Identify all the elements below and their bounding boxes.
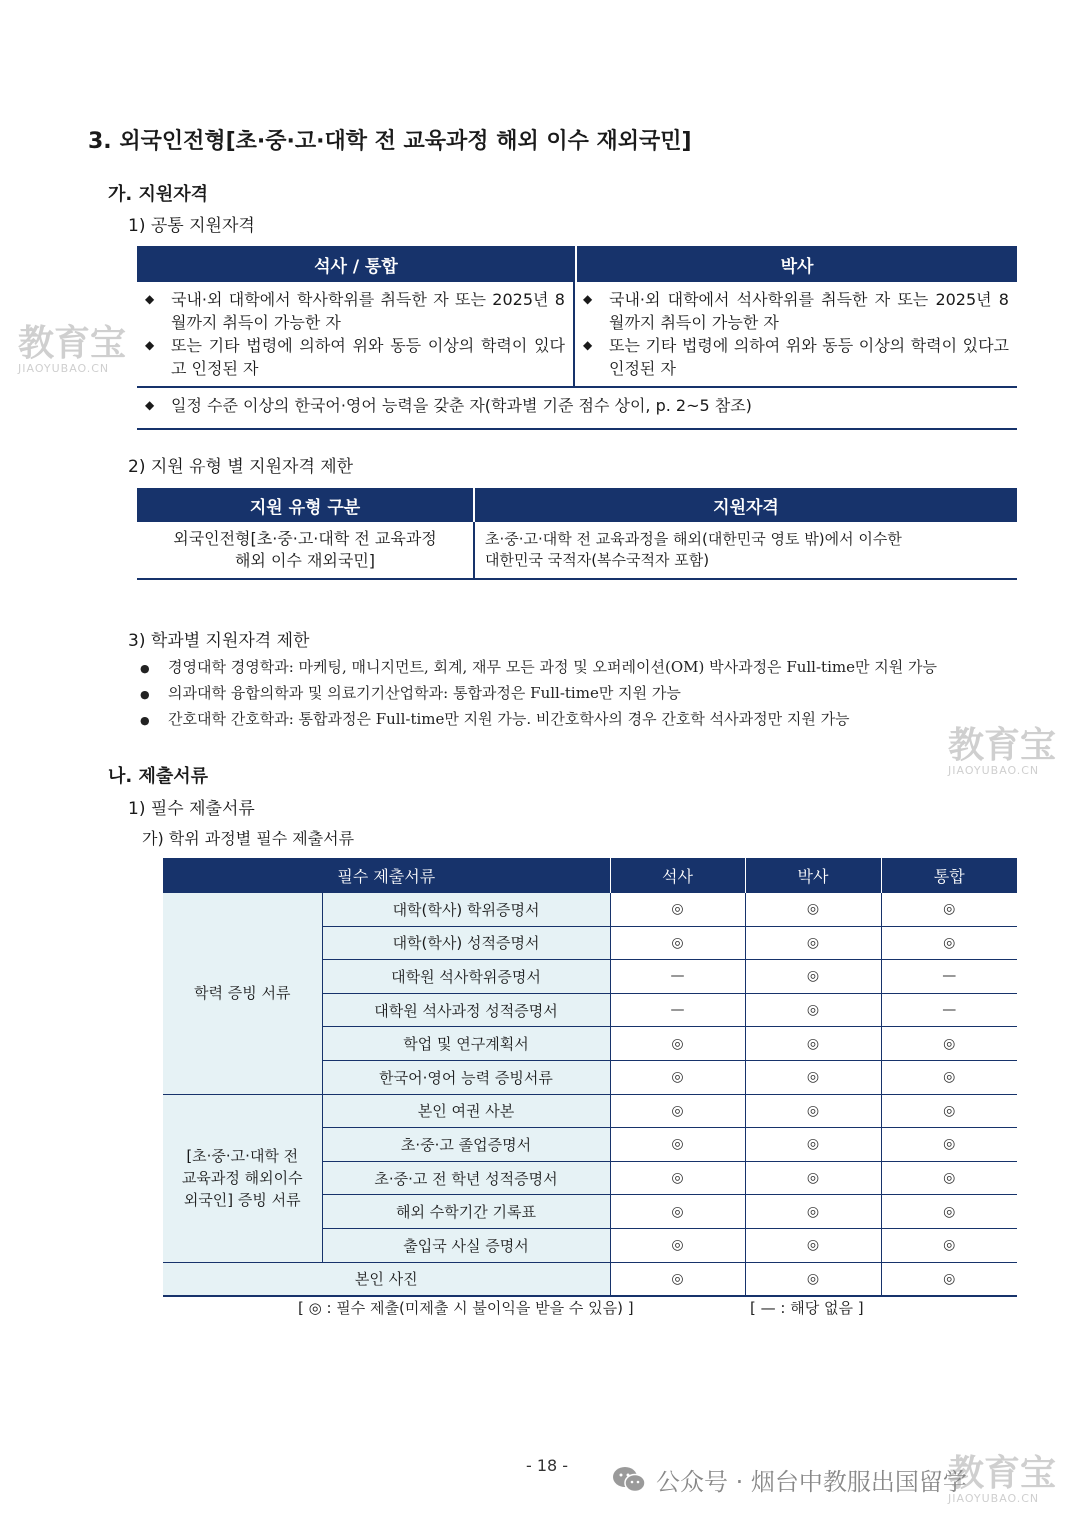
- document-name: 대학원 석사학위증명서: [322, 960, 610, 994]
- integrated-requirement: ◎: [881, 893, 1017, 927]
- watermark: [948, 725, 1057, 777]
- integrated-requirement: ◎: [881, 1027, 1017, 1061]
- master-requirement: ◎: [610, 1161, 745, 1195]
- master-requirement: ◎: [610, 1195, 745, 1229]
- doctoral-requirement: ◎: [745, 1228, 881, 1262]
- doctoral-requirement: ◎: [745, 1195, 881, 1229]
- header-documents: 필수 제출서류: [163, 858, 610, 893]
- doctoral-requirement: ◎: [745, 1060, 881, 1094]
- application-type-table: [137, 488, 1017, 580]
- header-master-integrated: 석사 / 통합: [137, 246, 577, 282]
- document-name: 본인 여권 사본: [322, 1094, 610, 1128]
- heading-common-eligibility: 1) 공통 지원자격: [128, 216, 255, 236]
- master-requirement: ◎: [610, 1128, 745, 1162]
- heading-required-documents: 1) 필수 제출서류: [128, 799, 255, 819]
- type-line: 해외 이수 재외국민]: [234, 551, 376, 570]
- bullet-icon: ●: [140, 662, 150, 675]
- watermark-logo: 教育宝: [948, 725, 1057, 766]
- document-name: 대학원 석사과정 성적증명서: [322, 993, 610, 1027]
- integrated-requirement: ◎: [881, 926, 1017, 960]
- wechat-icon: [612, 1466, 646, 1494]
- doctoral-requirement: ◎: [745, 1094, 881, 1128]
- eligibility-item: 또는 기타 법령에 의하여 위와 동등 이상의 학력이 있다고 인정된 자: [609, 336, 1009, 378]
- master-requirement: ◎: [610, 926, 745, 960]
- header-doctoral: 박사: [745, 858, 881, 893]
- document-name: 초·중·고 전 학년 성적증명서: [322, 1161, 610, 1195]
- header-master: 석사: [610, 858, 745, 893]
- watermark-url: JIAOYUBAO.CN: [948, 764, 1040, 777]
- document-name: 대학(학사) 학위증명서: [322, 893, 610, 927]
- integrated-requirement: —: [881, 960, 1017, 994]
- dept-limit-item: ● 의과대학 융합의학과 및 의료기기산업학과: 통합과정은 Full-time만 지원 가능: [140, 684, 681, 702]
- bullet-icon: ◆: [583, 292, 593, 306]
- heading-documents: 나. 제출서류: [108, 766, 209, 787]
- wechat-account-label: [612, 1462, 967, 1497]
- integrated-requirement: ◎: [881, 1262, 1017, 1296]
- bullet-icon: ●: [140, 688, 150, 701]
- dept-limit-item: ● 경영대학 경영학과: 마케팅, 매니지먼트, 회계, 재무 모든 과정 및 오퍼레이션(OM) 박사과정은 Full-time만 지원 가능: [140, 658, 937, 676]
- language-requirement: 일정 수준 이상의 한국어·영어 능력을 갖춘 자(학과별 기준 점수 상이, p. 2~5 참조): [171, 396, 752, 415]
- header-qualification: 지원자격: [713, 497, 779, 518]
- watermark-url: JIAOYUBAO.CN: [948, 1492, 1040, 1505]
- document-name: 출입국 사실 증명서: [322, 1228, 610, 1262]
- qualification-line: 대한민국 국적자(복수국적자 포함): [485, 551, 710, 569]
- legend-not-applicable: [ — : 해당 없음 ]: [750, 1299, 864, 1317]
- document-name: 학업 및 연구계획서: [322, 1027, 610, 1061]
- doctoral-requirement: ◎: [745, 926, 881, 960]
- wechat-label-text: 公众号 · 烟台中教服出国留学: [656, 1468, 967, 1496]
- doctoral-requirement: ◎: [745, 1262, 881, 1296]
- common-eligibility-table: [137, 246, 1017, 430]
- master-requirement: ◎: [610, 1060, 745, 1094]
- bullet-icon: ◆: [145, 338, 155, 352]
- doctoral-eligibility-cell: [575, 282, 1017, 386]
- master-requirement: —: [610, 993, 745, 1027]
- integrated-requirement: ◎: [881, 1094, 1017, 1128]
- document-name: 해외 수학기간 기록표: [322, 1195, 610, 1229]
- watermark: [18, 323, 127, 375]
- header-application-type: 지원 유형 구분: [137, 488, 475, 522]
- doctoral-requirement: ◎: [745, 1128, 881, 1162]
- integrated-requirement: ◎: [881, 1161, 1017, 1195]
- bullet-icon: ◆: [145, 292, 155, 306]
- category-line: 교육과정 해외이수: [181, 1169, 303, 1188]
- doctoral-requirement: ◎: [745, 893, 881, 927]
- watermark-logo: 教育宝: [948, 1453, 1057, 1494]
- qualification-line: 초·중·고·대학 전 교육과정을 해외(대한민국 영토 밖)에서 이수한: [485, 530, 902, 548]
- page-number: - 18 -: [526, 1456, 569, 1475]
- table-row: [163, 1262, 1017, 1296]
- watermark-url: JIAOYUBAO.CN: [18, 362, 110, 375]
- eligibility-item: 국내·외 대학에서 학사학위를 취득한 자 또는 2025년 8월까지 취득이 가능한 자: [171, 290, 565, 332]
- document-name: 한국어·영어 능력 증빙서류: [322, 1060, 610, 1094]
- header-doctoral: 박사: [780, 256, 814, 277]
- table-row: [163, 1094, 1017, 1128]
- integrated-requirement: ◎: [881, 1128, 1017, 1162]
- bullet-icon: ◆: [145, 398, 155, 412]
- category-line: 외국인] 증빙 서류: [183, 1191, 301, 1210]
- legend-required: [ ◎ : 필수 제출(미제출 시 불이익을 받을 수 있음) ]: [298, 1299, 634, 1317]
- bullet-icon: ●: [140, 714, 150, 727]
- bullet-icon: ◆: [583, 338, 593, 352]
- eligibility-item: 또는 기타 법령에 의하여 위와 동등 이상의 학력이 있다고 인정된 자: [171, 336, 565, 378]
- master-requirement: ◎: [610, 893, 745, 927]
- heading-type-limits: 2) 지원 유형 별 지원자격 제한: [128, 457, 354, 477]
- doctoral-requirement: ◎: [745, 993, 881, 1027]
- integrated-requirement: ◎: [881, 1228, 1017, 1262]
- application-type-cell: [137, 522, 475, 578]
- master-requirement: ◎: [610, 1262, 745, 1296]
- header-integrated: 통합: [881, 858, 1017, 893]
- document-name: 대학(학사) 성적증명서: [322, 926, 610, 960]
- master-requirement: ◎: [610, 1094, 745, 1128]
- master-requirement: ◎: [610, 1228, 745, 1262]
- doctoral-requirement: ◎: [745, 960, 881, 994]
- section-title: 3. 외국인전형[초·중·고·대학 전 교육과정 해외 이수 재외국민]: [88, 129, 692, 154]
- category-overseas-education: [163, 1094, 322, 1262]
- type-line: 외국인전형[초·중·고·대학 전 교육과정: [173, 529, 437, 548]
- eligibility-item: 국내·외 대학에서 석사학위를 취득한 자 또는 2025년 8월까지 취득이 가능한 자: [609, 290, 1009, 332]
- doctoral-requirement: ◎: [745, 1027, 881, 1061]
- integrated-requirement: ◎: [881, 1060, 1017, 1094]
- heading-eligibility: 가. 지원자격: [108, 184, 209, 205]
- qualification-cell: [475, 522, 1017, 578]
- heading-dept-limits: 3) 학과별 지원자격 제한: [128, 631, 310, 651]
- master-requirement: ◎: [610, 1027, 745, 1061]
- integrated-requirement: ◎: [881, 1195, 1017, 1229]
- master-requirement: —: [610, 960, 745, 994]
- document-name: 초·중·고 졸업증명서: [322, 1128, 610, 1162]
- document-name: 본인 사진: [163, 1262, 610, 1296]
- dept-limit-item: ● 간호대학 간호학과: 통합과정은 Full-time만 지원 가능. 비간호학사의 경우 간호학 석사과정만 지원 가능: [140, 710, 850, 728]
- category-academic-records: 학력 증빙 서류: [163, 893, 322, 1095]
- heading-documents-by-degree: 가) 학위 과정별 필수 제출서류: [142, 829, 355, 848]
- master-eligibility-cell: [137, 282, 575, 386]
- doctoral-requirement: ◎: [745, 1161, 881, 1195]
- required-documents-table: [163, 858, 1017, 1297]
- table-row: [163, 893, 1017, 927]
- watermark-logo: 教育宝: [18, 323, 127, 364]
- category-line: [초·중·고·대학 전: [186, 1147, 299, 1166]
- integrated-requirement: —: [881, 993, 1017, 1027]
